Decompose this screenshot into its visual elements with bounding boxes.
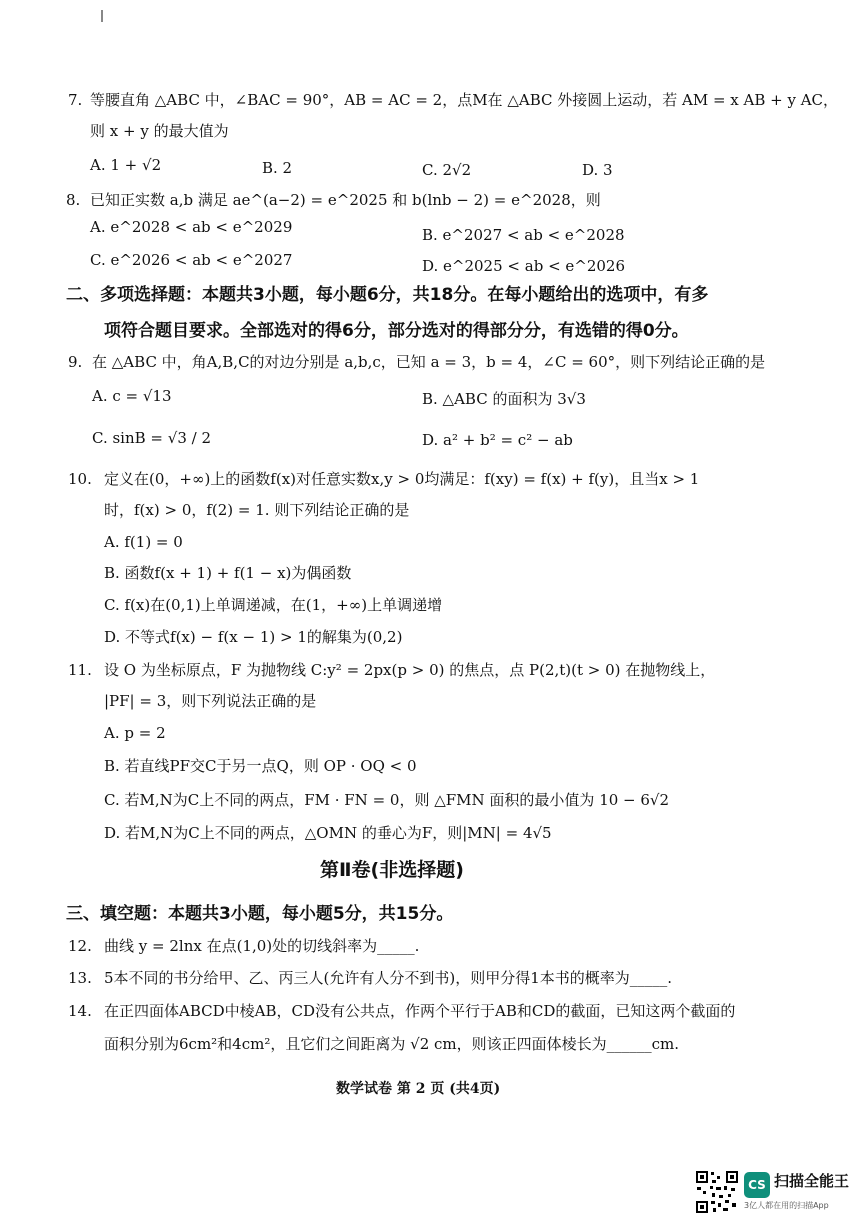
q10-option-b: B. 函数f(x + 1) + f(1 − x)为偶函数	[104, 564, 352, 582]
q10-option-c: C. f(x)在(0,1)上单调递减，在(1，+∞)上单调递增	[104, 596, 443, 614]
q10-option-d: D. 不等式f(x) − f(x − 1) > 1的解集为(0,2)	[104, 628, 403, 646]
q8-number: 8.	[66, 191, 81, 209]
q9-option-a: A. c = √13	[92, 387, 172, 405]
scan-mark	[101, 10, 103, 22]
q9-option-c: C. sinB = √3 / 2	[92, 429, 211, 447]
q11-option-a: A. p = 2	[104, 724, 166, 742]
q7-option-b: B. 2	[262, 159, 293, 177]
q11-stem-line1: 设 O 为坐标原点，F 为抛物线 C:y² = 2px(p > 0) 的焦点，点 P(2,t)(t > 0) 在抛物线上，	[104, 661, 716, 679]
q7-option-d: D. 3	[582, 161, 613, 179]
q7-option-a: A. 1 + √2	[90, 156, 162, 174]
q14-number: 14.	[68, 1002, 92, 1020]
q7-number: 7.	[68, 91, 83, 109]
page-footer: 数学试卷 第 2 页 (共4页)	[336, 1081, 501, 1097]
q11-stem-line2: |PF| = 3，则下列说法正确的是	[104, 692, 317, 710]
section2-heading-line1: 二、多项选择题：本题共3小题，每小题6分，共18分。在每小题给出的选项中，有多	[66, 285, 709, 305]
q8-option-b: B. e^2027 < ab < e^2028	[422, 226, 625, 244]
q7-stem-line1: 等腰直角 △ABC 中，∠BAC = 90°，AB = AC = 2，点M在 △ABC 外接圆上运动，若 AM = x AB + y AC，	[90, 91, 839, 109]
scanner-tagline: 3亿人都在用的扫描App	[744, 1201, 829, 1210]
q10-option-a: A. f(1) = 0	[104, 533, 183, 551]
q11-option-c: C. 若M,N为C上不同的两点，FM · FN = 0，则 △FMN 面积的最小值为 10 − 6√2	[104, 791, 670, 809]
scanner-brand-name: 扫描全能王	[774, 1172, 850, 1190]
q13-stem: 5本不同的书分给甲、乙、丙三人(允许有人分不到书)，则甲分得1本书的概率为_____.	[104, 969, 673, 987]
qr-code-icon	[695, 1170, 739, 1214]
q8-option-a: A. e^2028 < ab < e^2029	[90, 218, 293, 236]
q12-number: 12.	[68, 937, 92, 955]
q14-stem-line2: 面积分别为6cm²和4cm²，且它们之间距离为 √2 cm，则该正四面体棱长为______cm.	[104, 1035, 680, 1053]
q8-option-d: D. e^2025 < ab < e^2026	[422, 257, 626, 275]
q14-stem-line1: 在正四面体ABCD中棱AB，CD没有公共点，作两个平行于AB和CD的截面，已知这两个截面的	[104, 1002, 736, 1020]
q7-stem-line2: 则 x + y 的最大值为	[90, 122, 229, 140]
q11-option-b: B. 若直线PF交C于另一点Q，则 OP · OQ < 0	[104, 757, 417, 775]
q9-stem: 在 △ABC 中，角A,B,C的对边分别是 a,b,c，已知 a = 3，b = 4，∠C = 60°，则下列结论正确的是	[92, 353, 766, 371]
q13-number: 13.	[68, 969, 92, 987]
q10-number: 10.	[68, 470, 92, 488]
q9-option-b: B. △ABC 的面积为 3√3	[422, 390, 586, 408]
q7-option-c: C. 2√2	[422, 161, 472, 179]
q11-number: 11.	[68, 661, 92, 679]
q11-option-d: D. 若M,N为C上不同的两点，△OMN 的垂心为F，则|MN| = 4√5	[104, 824, 552, 842]
q9-number: 9.	[68, 353, 83, 371]
q10-stem-line1: 定义在(0，+∞)上的函数f(x)对任意实数x,y > 0均满足：f(xy) = f(x) + f(y)，且当x > 1	[104, 470, 700, 488]
q12-stem: 曲线 y = 2lnx 在点(1,0)处的切线斜率为_____.	[104, 937, 420, 955]
section3-heading: 三、填空题：本题共3小题，每小题5分，共15分。	[66, 904, 454, 924]
section2-heading-line2: 项符合题目要求。全部选对的得6分，部分选对的得部分分，有选错的得0分。	[104, 321, 689, 341]
q8-option-c: C. e^2026 < ab < e^2027	[90, 251, 293, 269]
q10-stem-line2: 时，f(x) > 0，f(2) = 1. 则下列结论正确的是	[104, 501, 410, 519]
q9-option-d: D. a² + b² = c² − ab	[422, 431, 573, 449]
part2-title: 第Ⅱ卷(非选择题)	[320, 859, 464, 881]
q8-stem: 已知正实数 a,b 满足 ae^(a−2) = e^2025 和 b(lnb − 2) = e^2028，则	[90, 191, 601, 209]
scanner-logo: CS	[744, 1172, 770, 1198]
